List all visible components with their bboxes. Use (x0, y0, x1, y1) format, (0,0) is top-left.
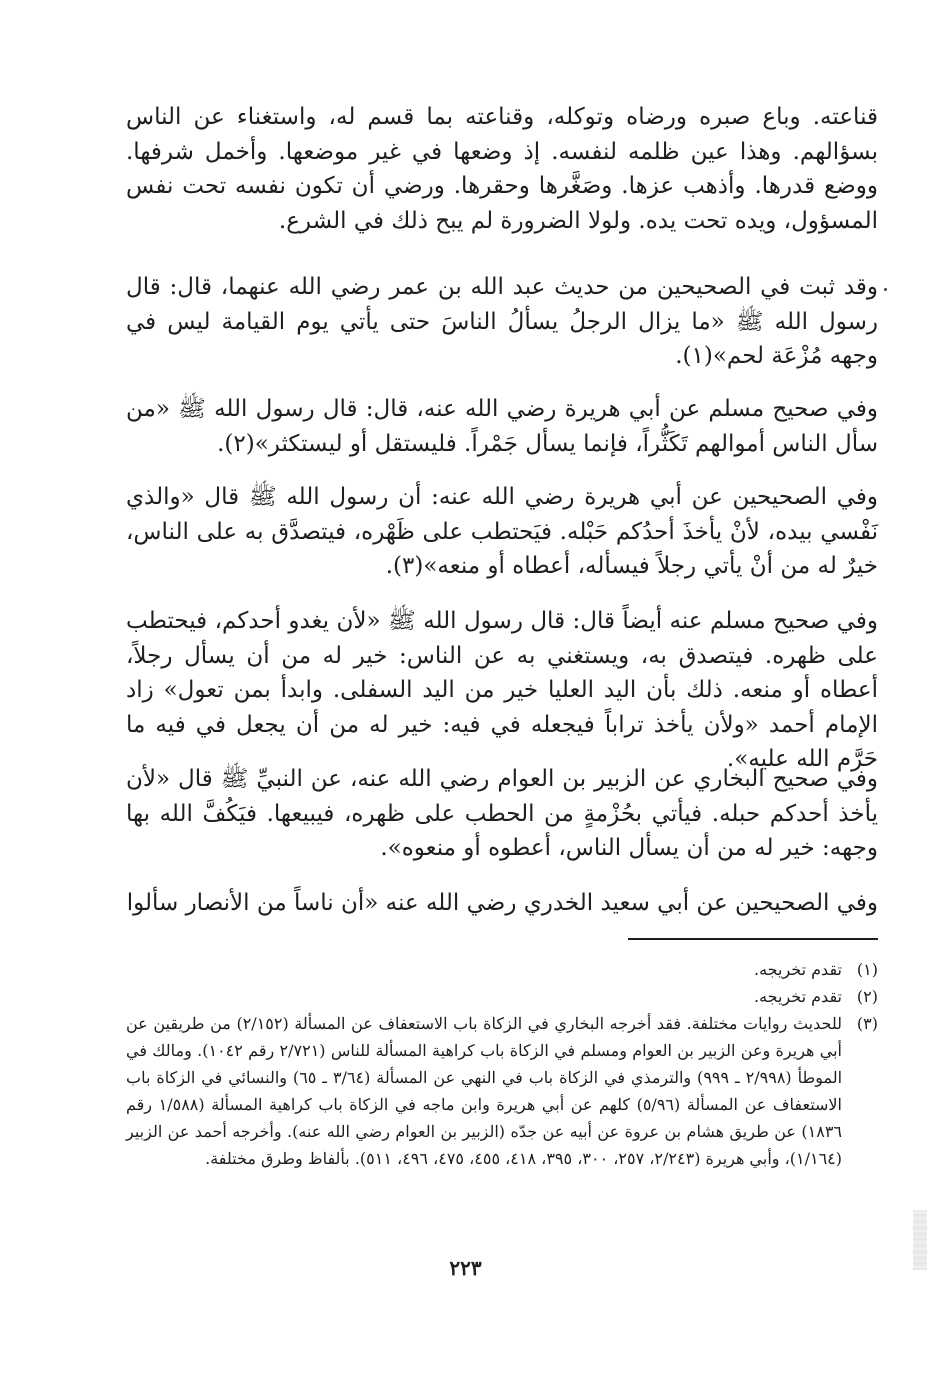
footnote-2 (126, 983, 878, 1010)
margin-speck (884, 288, 887, 291)
paragraph-1: قناعته. وباع صبره ورضاه وتوكله، وقناعته بما قسم له، واستغناء عن الناس بسؤالهم. وهذا عين ظلمه لنفسه. إذ وضعها في غير موضعها. وأخمل شرفها. ووضع قدرها. وأذهب عزها. وصَغَّرها وحقرها. ورضي أن تكون نفسه تحت نفس المسؤول، ويده تحت يده. ولولا الضرورة لم يبح ذلك في الشرع. (126, 104, 878, 234)
footnote-text: للحديث روايات مختلفة. فقد أخرجه البخاري في الزكاة باب الاستعفاف عن المسألة (٢/١٥٢) من طريقين عن أبي هريرة وعن الزبير بن العوام ومسلم في الزكاة باب كراهية المسألة للناس (٢/٧٢١ رقم ١٠٤٢). ومالك في الموطأ (٢/٩٩٨ ـ ٩٩٩) والترمذي في الزكاة باب في النهي عن المسألة (٣/٦٤ ـ ٦٥) والنسائي في الزكاة باب الاستعفاف عن المسألة (٥/٩٦) كلهم عن أبي هريرة وابن ماجه في الزكاة باب كراهية المسألة (١/٥٨٨ رقم ١٨٣٦) عن طريق هشام بن عروة عن أبيه عن جدّه (الزبير بن العوام رضي الله عنه). وأخرجه أحمد عن الزبير (١/١٦٤)، وأبي هريرة (٢/٢٤٣، ٢٥٧، ٣٠٠، ٣٩٥، ٤١٨، ٤٥٥، ٤٧٥، ٤٩٦، ٥١١). بألفاظ وطرق مختلفة. (126, 1014, 843, 1168)
paragraph-7: وفي الصحيحين عن أبي سعيد الخدري رضي الله عنه «أن ناساً من الأنصار سألوا (126, 890, 878, 916)
paragraph-4: وفي الصحيحين عن أبي هريرة رضي الله عنه: أن رسول الله ﷺ قال «والذي نَفْسي بيده، لأنْ يأخذَ أحدُكم حَبْله. فيَحتطب على ظَهْره، فيتصدَّق به على الناس، خيرٌ له من أنْ يأتي رجلاً فيسأله، أعطاه أو منعه»(٣). (126, 484, 878, 579)
footnote-1 (126, 956, 878, 983)
footnote-number: (٣) (856, 1014, 878, 1033)
footnote-number: (١) (856, 960, 878, 979)
footnote-separator (628, 938, 878, 940)
footnote-number: (٢) (856, 987, 878, 1006)
paragraph-5: وفي صحيح مسلم عنه أيضاً قال: قال رسول الله ﷺ «لأن يغدو أحدكم، فيحتطب على ظهره. فيتصدق به، ويستغني به عن الناس: خير له من أن يسأل رجلاً، أعطاه أو منعه. ذلك بأن اليد العليا خير من اليد السفلى. وابدأ بمن تعول» زاد الإمام أحمد «ولأن يأخذ تراباً فيجعله في فيه: خير له من أن يجعل في فيه ما حَرَّم الله عليه». (126, 608, 878, 772)
paragraph-3: وفي صحيح مسلم عن أبي هريرة رضي الله عنه، قال: قال رسول الله ﷺ «من سأل الناس أموالهم تَكَثُّراً، فإنما يسأل جَمْراً. فليستقل أو ليستكثر»(٢). (126, 396, 878, 457)
paragraph-2: وقد ثبت في الصحيحين من حديث عبد الله بن عمر رضي الله عنهما، قال: قال رسول الله ﷺ «ما يزال الرجلُ يسألُ الناسَ حتى يأتي يوم القيامة ليس في وجهه مُزْعَة لحم»(١). (126, 274, 878, 369)
page-number: ٢٢٣ (449, 1256, 482, 1280)
footnote-list (126, 956, 878, 1172)
footnote-text: تقدم تخريجه. (754, 987, 842, 1006)
paragraph-6: وفي صحيح البخاري عن الزبير بن العوام رضي الله عنه، عن النبيِّ ﷺ قال «لأن يأخذ أحدكم حبله. فيأتي بحُزْمةٍ من الحطب على ظهره، فيبيعها. فيَكُفَّ الله بها وجهه: خير له من أن يسأل الناس، أعطوه أو منعوه». (126, 766, 878, 861)
footnote-3 (126, 1010, 878, 1172)
footnote-text: تقدم تخريجه. (754, 960, 842, 979)
scan-edge-artifact (913, 1210, 927, 1270)
